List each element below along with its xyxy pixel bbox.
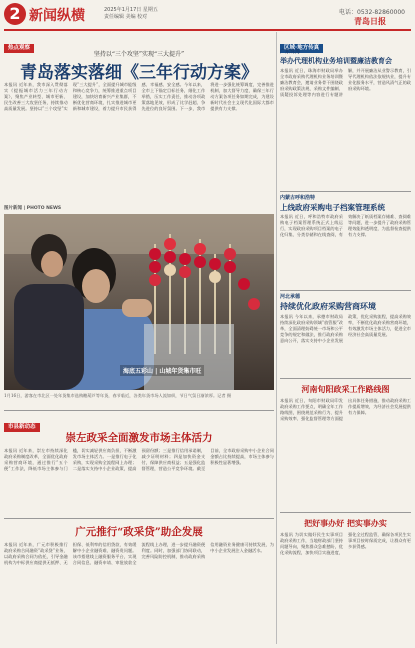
editor-line: 责任编辑 美编 校对	[104, 14, 148, 20]
r5-body: 本报讯 为切实做好民生实事项目政府采购工作，当地财政部门坚持问题导向，聚焦群众急难愁盼，优化采购流程，加快项目实施进度，强化全过程监管，确保各项民生实事项目按时保质完成，让群众有更多获得感。	[280, 532, 411, 555]
third-headline: 广元推行“政采贷”助企发展	[75, 526, 203, 538]
r4-headline: 河南旬阳政采工作路线图	[301, 384, 390, 394]
column-divider	[276, 32, 277, 644]
photo-news-label: 图片新闻 | PHOTO NEWS	[4, 206, 62, 211]
date-line: 2025年1月17日 星期五	[104, 7, 158, 13]
section-name: 新闻纵横	[29, 8, 85, 24]
divider	[280, 290, 411, 291]
lead-tag: 热点观察	[4, 34, 34, 53]
divider	[4, 410, 274, 411]
news-photo	[4, 214, 274, 390]
r2-label: 内蒙古呼和浩特	[280, 195, 316, 201]
paper-contact: 电话：0532-82860000	[339, 9, 405, 16]
photo-illustration	[4, 214, 274, 390]
divider	[4, 518, 274, 519]
page-number-badge: 2	[4, 3, 26, 25]
second-tag: 市县新动态	[4, 413, 40, 432]
third-body: 本报讯 近年来，广元市积极推行政府采购合同融资“政采贷”业务，以政府采购合同为依托，引导金融机构为中标供应商提供无抵押、无担保、低利率的信用贷款，有效缓解中小企业融资难、融资贵问题。该市搭建线上融资服务平台，实现合同信息、融资申请、审批放款全流程线上办理，进一步提升融资便利度。同时，加强部门协同联动，完善风险防控机制，推动政府采购信用融资业务健康可持续发展，为中小企业发展注入金融活水。	[4, 542, 274, 565]
photo-title: 海底五彩山 | 山城年货集市旺	[120, 365, 204, 376]
r1-body: 本报讯 近日，珠海市财政局举办全市政府采购代理机构业务培训暨廉洁教育会，邀请业务骨干围绕政府采购政策法规、采购文件编制、质疑投诉处理等内容进行专题讲解，并开展廉洁从业警示教育，引导代理机构依法依规执业，提升专业化服务水平，营造风清气正的政府采购环境。	[280, 68, 411, 97]
r1-label: 广东珠海	[280, 49, 301, 55]
photo-caption: 1月16日，游客在市北区一处年货集市选购糖葫芦等年货，春节临近，各类年货市场人流如织，节日气氛日渐浓厚。记者 摄	[4, 393, 232, 398]
second-body: 本报讯 近年来，崇左市持续深化政府采购制度改革，全面优化政府采购营商环境，通过推行“五个便”工作法，降低市场主体参与门槛，切实减轻供应商负担，不断激发市场主体活力。一是推行电子化采购，实现采购全流程网上办理；二是落实支持中小企业政策，提高预留份额；三是推行信用承诺制，减少证明材料；四是加快资金支付，保障供应商权益；五是强化监督管理，营造公平竞争环境。截至目前，全市政府采购中小企业合同金额占比持续提高，市场主体参与积极性显著增强。	[4, 448, 274, 471]
r3-headline: 持续优化政府采购营商环境	[280, 301, 376, 311]
r3-label: 河北承德	[280, 294, 301, 300]
right-tag: 区域·地方传真	[280, 34, 323, 53]
r5-headline: 把好事办好 把实事办实	[304, 518, 387, 528]
paper-logo: 青岛日报	[354, 16, 386, 26]
divider	[280, 191, 411, 192]
r2-headline: 上线政府采购电子档案管理系统	[280, 203, 385, 212]
lead-headline: 青岛落实落细《三年行动方案》	[20, 63, 258, 83]
divider	[280, 378, 411, 379]
r1-headline: 举办代理机构业务培训暨廉洁教育会	[280, 56, 392, 65]
r4-body: 本报讯 近日，旬阳市财政局印发政府采购工作要点，明确全年工作路线图，围绕规范采购行为、提升采购效率、强化监督管理等方面提出具体任务措施，推动政府采购工作提质增效，为经济社会发展提供有力保障。	[280, 398, 411, 421]
masthead	[4, 3, 411, 31]
lead-body: 本报讯 近年来，我市深入贯彻落实《提振城市活力三年行动方案》，聚焦产业转型、城市更新、民生改善三大攻坚任务，持续推动高质量发展。坚持以“三个攻坚”实现“三大提升”，全面提升城市能级和核心竞争力，统筹推进重点项目建设，加快培育新兴产业集群，不断优化营商环境，扎实推进城市更新和城市建设，着力提升市民获得感、幸福感、安全感。今年以来，全市上下锚定目标任务，细化工作举措，压实工作责任，推动各项政策落地见效，形成了比学赶超、争先进位的良好氛围。下一步，我市将进一步强化统筹调度，完善推进机制，加大督导力度，确保三年行动方案各项任务如期完成，为建设新时代社会主义现代化国际大都市提供有力支撑。	[4, 82, 274, 111]
second-headline: 崇左政采全面激发市场主体活力	[65, 432, 213, 444]
divider	[280, 512, 411, 513]
r2-body: 本报讯 近日，呼和浩特市政府采购电子档案管理系统正式上线运行，实现政府采购项目档案的电子化归集、分类存储和在线查阅，有效解决了纸质档案存储难、查阅难等问题，进一步提升了政府采购管理效能和透明度，为监督检查提供有力支撑。	[280, 214, 411, 237]
lead-kicker: 坚持以“三个攻坚”实现“三大提升”	[93, 51, 185, 58]
r3-body: 本报讯 今年以来，承德市财政局持续深化政府采购领域“放管服”改革，全面清理妨碍统一市场和公平竞争的规定和做法，推行政府采购意向公开，落实支持中小企业发展政策，优化采购流程，提高采购效率，不断优化政府采购营商环境，有效激发市场主体活力，促进全市经济社会高质量发展。	[280, 314, 411, 343]
